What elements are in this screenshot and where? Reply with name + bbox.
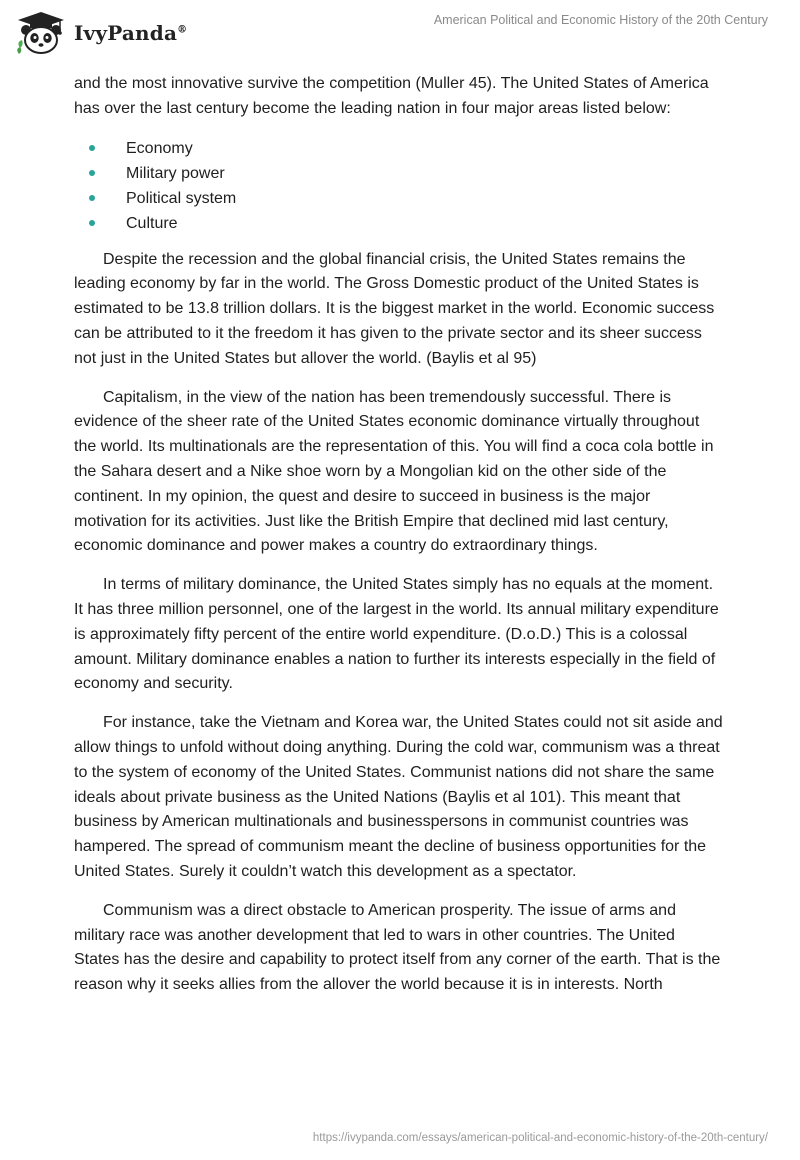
paragraph-military: In terms of military dominance, the United States simply has no equals at the moment. It has three million personnel, one of the largest in the world. Its annual military expenditure is approximately fifty percent of the entire world expenditure. (D.o.D.) This is a colossal amount. Military dominance enables a nation to further its interests especially in the field of economy and security. xyxy=(74,576,719,693)
page-header xyxy=(0,0,800,70)
intro-paragraph: and the most innovative survive the competition (Muller 45). The United States of America has over the last century become the leading nation in four major areas listed below: xyxy=(74,75,709,117)
bullet-icon xyxy=(89,145,95,151)
source-url[interactable]: https://ivypanda.com/essays/american-political-and-economic-history-of-the-20th-century/ xyxy=(312,1132,768,1144)
document-title: American Political and Economic History of the 20th Century xyxy=(433,13,768,27)
paragraph-communism: Communism was a direct obstacle to American prosperity. The issue of arms and military race was another development that led to wars in other countries. The United States has the desire and capability to protect itself from any corner of the earth. That is the reason why it seeks allies from the allover the world because it is in interests. North xyxy=(74,901,721,994)
bullet-icon xyxy=(89,195,95,201)
paragraph-capitalism: Capitalism, in the view of the nation has been tremendously successful. There is evidence of the sheer rate of the United States economic dominance virtually throughout the world. Its multinationals are the representation of this. You will find a coca cola bottle in the Sahara desert and a Nike shoe worn by a Mongolian kid on the other side of the continent. In my opinion, the quest and desire to succeed in business is the major motivation for its activities. Just like the British Empire that declined mid last century, economic dominance and power makes a country do extraordinary things. xyxy=(74,388,714,555)
ivypanda-logo[interactable] xyxy=(14,10,187,56)
list-item: Economy xyxy=(74,136,724,161)
list-item: Culture xyxy=(74,211,724,236)
list-item: Military power xyxy=(74,161,724,186)
paragraph-economy: Despite the recession and the global financial crisis, the United States remains the leading economy by far in the world. The Gross Domestic product of the United States is estimated to be 13.8 trillion dollars. It is the biggest market in the world. Economic success can be attributed to it the freedom it has given to the private sector and its sheer success not just in the United States but allover the world. (Baylis et al 95) xyxy=(74,250,715,367)
essay-body xyxy=(74,72,724,1012)
brand-name: IvyPanda® xyxy=(74,21,188,45)
bullet-icon xyxy=(89,170,95,176)
panda-graduation-icon xyxy=(14,10,68,56)
list-item: Political system xyxy=(74,186,724,211)
bullet-list xyxy=(74,136,724,236)
bullet-icon xyxy=(89,220,95,226)
paragraph-cold-war: For instance, take the Vietnam and Korea war, the United States could not sit aside and allow things to unfold without doing anything. During the cold war, communism was a threat to the system of economy of the United States. Communist nations did not share the same ideals about private business as the United Nations (Baylis et al 101). This meant that business by American multinationals and businesspersons in communist countries was hampered. The spread of communism meant the decline of business opportunities for the United States. Surely it couldn’t watch this development as a spectator. xyxy=(74,714,723,880)
